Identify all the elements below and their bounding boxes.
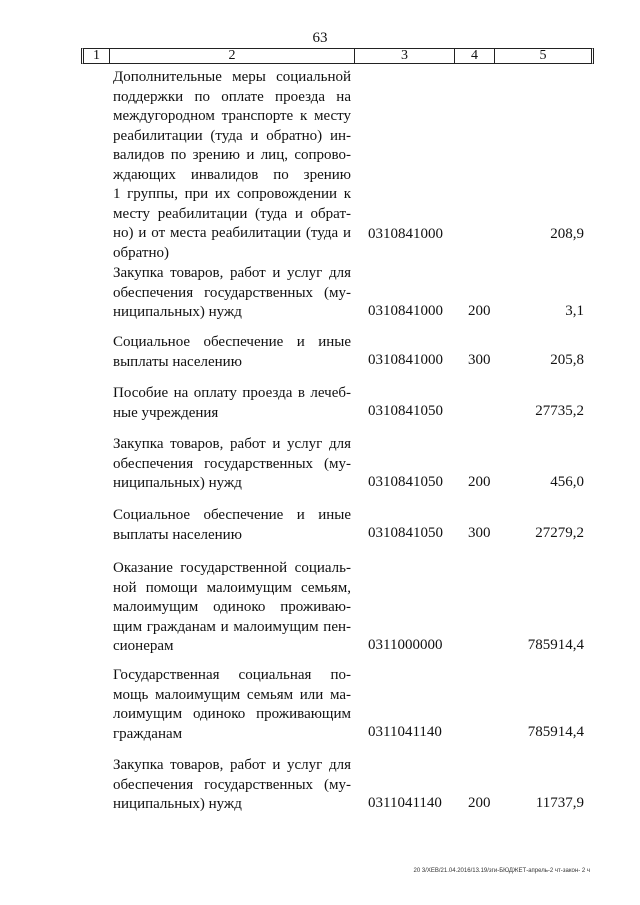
- row-sum: 27279,2: [535, 525, 584, 541]
- row-description-line: Закупка товаров, работ и услуг для: [113, 265, 351, 281]
- row-description-line: малоимущим одиноко проживаю-: [113, 599, 351, 615]
- column-header-2: 2: [110, 49, 355, 63]
- row-description-line: Государственная социальная по-: [113, 667, 351, 683]
- row-code: 0310841050: [368, 403, 443, 419]
- row-description-line: Пособие на оплату проезда в лечеб-: [113, 385, 351, 401]
- row-description-line: мощь малоимущим семьям или ма-: [113, 686, 351, 703]
- row-sum: 205,8: [550, 352, 584, 368]
- row-description-line: Социальное обеспечение и иные: [113, 507, 351, 523]
- row-description-line: ниципальных) нужд: [113, 304, 242, 320]
- row-kind: 300: [468, 525, 491, 541]
- row-sum: 785914,4: [527, 637, 584, 653]
- row-description-line: но) и от места реабилитации (туда и: [113, 225, 351, 241]
- column-header-row: [81, 48, 594, 64]
- row-sum: 456,0: [550, 474, 584, 490]
- row-code: 0310841050: [368, 474, 443, 490]
- row-kind: 200: [468, 795, 491, 811]
- row-description-line: месту реабилитации (туда и обрат-: [113, 205, 351, 222]
- row-description: [113, 333, 351, 372]
- row-code: 0310841000: [368, 226, 443, 242]
- row-description: [113, 559, 351, 657]
- row-description-line: Социальное обеспечение и иные: [113, 334, 351, 350]
- row-description-line: реабилитации (туда и обратно) ин-: [113, 127, 351, 144]
- row-code: 0310841050: [368, 525, 443, 541]
- row-description-line: выплаты населению: [113, 353, 242, 370]
- row-description-line: ной помощи малоимущим семьям,: [113, 579, 351, 596]
- row-description-line: гражданам: [113, 725, 183, 742]
- row-description-line: ные учреждения: [113, 404, 219, 421]
- row-code: 0310841000: [368, 303, 443, 319]
- row-description-line: обратно): [113, 244, 169, 261]
- row-description: [113, 506, 351, 545]
- row-description: [113, 68, 351, 263]
- row-description-line: валидов по зрению и лиц, сопрово-: [113, 147, 351, 163]
- row-code: 0310841000: [368, 352, 443, 368]
- row-description-line: обеспечения государственных (му-: [113, 776, 351, 793]
- row-description-line: ниципальных) нужд: [113, 796, 242, 812]
- document-footer: 20 3/ХЕВ/21.04.2016/13.19/зги-БЮДЖЕТ-апрель-2 чт-закон- 2 ч: [413, 868, 590, 874]
- row-description: [113, 435, 351, 494]
- row-description-line: Закупка товаров, работ и услуг для: [113, 436, 351, 452]
- row-description-line: ниципальных) нужд: [113, 475, 242, 491]
- row-description-line: выплаты населению: [113, 526, 242, 543]
- column-header-3: 3: [355, 49, 455, 63]
- row-description-line: лоимущим одиноко проживающим: [113, 706, 351, 722]
- row-description: [113, 264, 351, 323]
- page-number: 63: [312, 30, 328, 46]
- row-sum: 785914,4: [527, 724, 584, 740]
- row-description-line: ждающих инвалидов по зрению: [113, 166, 351, 183]
- row-code: 0311000000: [368, 637, 443, 653]
- row-description: [113, 384, 351, 423]
- row-description-line: поддержки по оплате проезда на: [113, 88, 351, 105]
- column-header-1: 1: [84, 49, 110, 63]
- row-description-line: Закупка товаров, работ и услуг для: [113, 757, 351, 773]
- row-code: 0311041140: [368, 795, 442, 811]
- row-description-line: обеспечения государственных (му-: [113, 284, 351, 301]
- row-kind: 300: [468, 352, 491, 368]
- row-code: 0311041140: [368, 724, 442, 740]
- row-sum: 3,1: [565, 303, 584, 319]
- row-description-line: 1 группы, при их сопровождении к: [113, 186, 351, 202]
- row-sum: 208,9: [550, 226, 584, 242]
- row-description-line: сионерам: [113, 638, 174, 654]
- row-description-line: Оказание государственной социаль-: [113, 560, 351, 576]
- row-sum: 11737,9: [535, 795, 584, 811]
- row-description: [113, 756, 351, 815]
- row-description: [113, 666, 351, 744]
- row-description-line: щим гражданам и малоимущим пен-: [113, 618, 351, 635]
- row-description-line: Дополнительные меры социальной: [113, 69, 351, 85]
- row-kind: 200: [468, 303, 491, 319]
- column-header-4: 4: [455, 49, 495, 63]
- column-header-5: 5: [539, 48, 547, 63]
- row-sum: 27735,2: [535, 403, 584, 419]
- row-description-line: междугородном транспорте к месту: [113, 108, 351, 124]
- row-kind: 200: [468, 474, 491, 490]
- row-description-line: обеспечения государственных (му-: [113, 455, 351, 472]
